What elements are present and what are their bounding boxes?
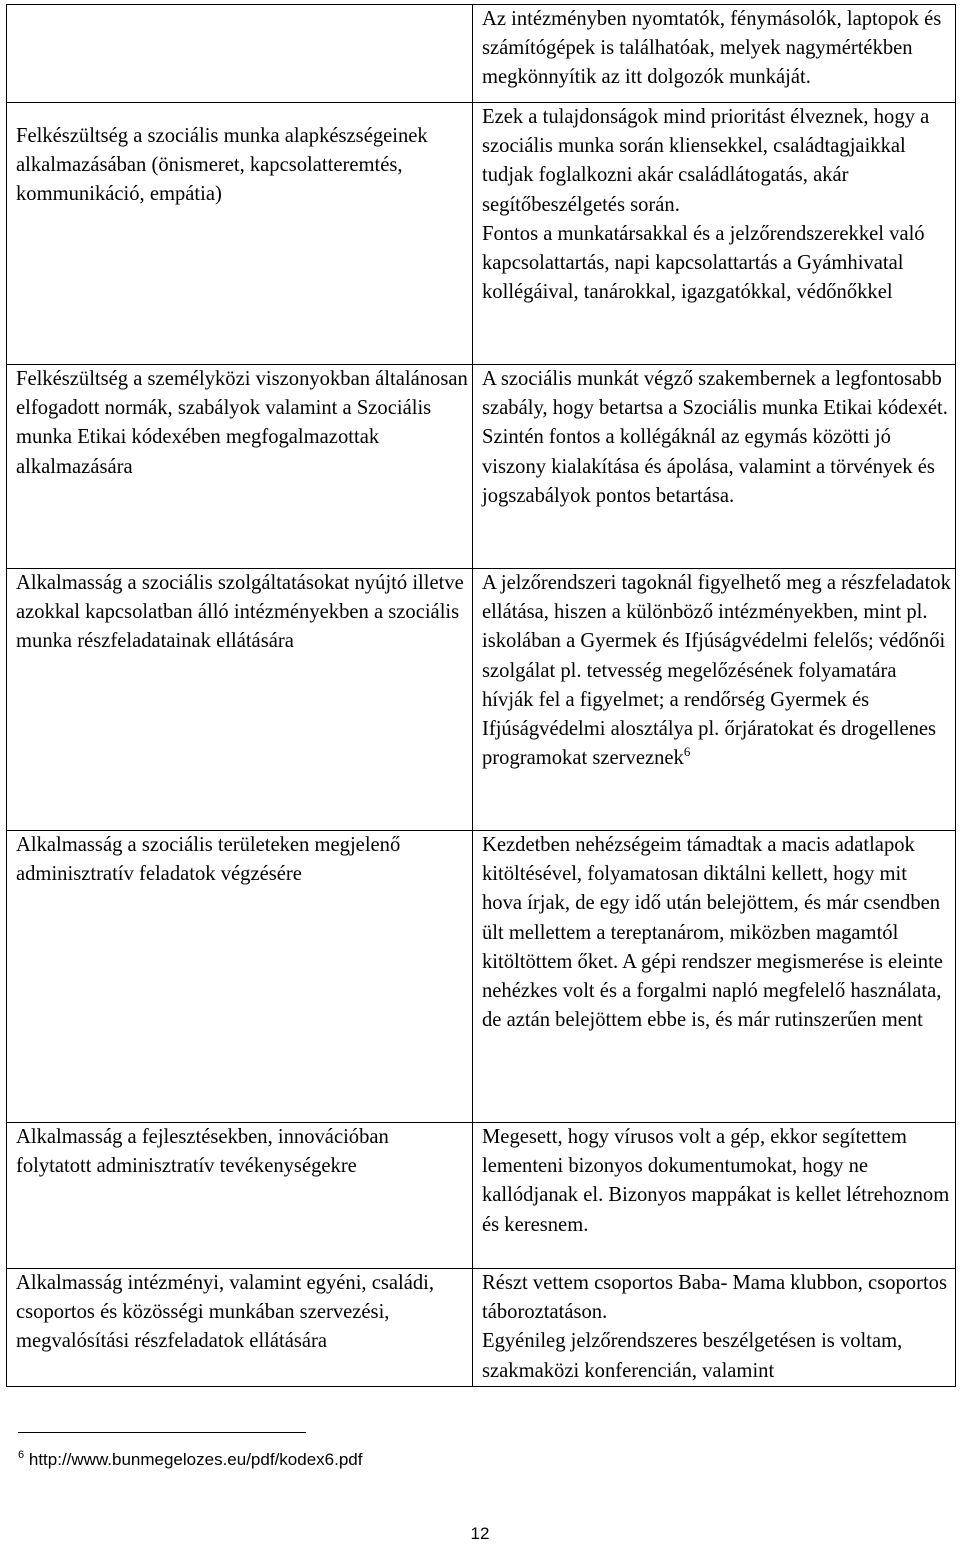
table-row (7, 365, 956, 569)
experience-paragraph: Megesett, hogy vírusos volt a gép, ekkor segítettem lementeni bizonyos dokumentumokat, hogy ne kallódjanak el. Bizonyos mappákat is kellet létrehoznom és keresnem. (482, 1126, 950, 1236)
experience-cell (473, 365, 956, 569)
experience-cell (473, 103, 956, 365)
competency-text: Alkalmasság a fejlesztésekben, innovációban folytatott adminisztratív tevékenységekre (16, 1126, 389, 1178)
experience-paragraph: Ezek a tulajdonságok mind prioritást élveznek, hogy a szociális munka során kliensekkel, családtagjaikkal tudjak foglalkozni akár családlátogatás, akár segítőbeszélgetés során. (482, 106, 930, 216)
experience-text: A jelzőrendszeri tagoknál figyelhető meg a részfeladatok ellátása, hiszen a különböző intézményekben, mint pl. iskolában a Gyermek és Ifjúságvédelmi felelős; védőnői szolgálat pl. tetvesség megelőzésének folyamatára hívják fel a figyelmet; a rendőrség Gyermek és Ifjúságvédelmi alosztálya pl. őrjáratokat és drogellenes programokat szerveznek (482, 572, 951, 770)
table-row (7, 1123, 956, 1269)
footnote-link[interactable]: http://www.bunmegelozes.eu/pdf/kodex6.pdf (28, 1450, 363, 1469)
competency-cell (7, 365, 473, 569)
competency-cell (7, 1123, 473, 1269)
footnote-reference: 6 (683, 744, 691, 760)
competency-text: Alkalmasság intézményi, valamint egyéni, családi, csoportos és közösségi munkában szervezési, megvalósítási részfeladatok ellátására (16, 1272, 435, 1353)
competency-text: Felkészültség a szociális munka alapkészségeinek alkalmazásában (önismeret, kapcsolatteremtés, kommunikáció, empátia) (16, 125, 428, 206)
experience-paragraph: Szintén fontos a kollégáknál az egymás közötti jó viszony kialakítása és ápolása, valamint a törvények és jogszabályok pontos betartása. (482, 426, 935, 507)
experience-cell (473, 1123, 956, 1269)
table-row (7, 103, 956, 365)
experience-cell (473, 831, 956, 1123)
experience-paragraph: Az intézményben nyomtatók, fénymásolók, laptopok és számítógépek is találhatóak, melyek nagymértékben megkönnyítik az itt dolgozók munkáját. (482, 8, 942, 89)
competency-cell (7, 831, 473, 1123)
competency-text: Felkészültség a személyközi viszonyokban általánosan elfogadott normák, szabályok valamint a Szociális munka Etikai kódexében megfogalmazottak alkalmazására (16, 368, 468, 478)
experience-paragraph: Kezdetben nehézségeim támadtak a macis adatlapok kitöltésével, folyamatosan diktálni kellett, hogy mit hova írjak, de egy idő után belejöttem, és már csendben ült mellettem a tereptanárom, miközben magamtól kitöltöttem őket. A gépi rendszer megismerése is eleinte nehézkes volt és a forgalmi napló megfelelő használata, de aztán belejöttem ebbe is, és már rutinszerűen ment (482, 834, 943, 1032)
experience-cell (473, 1269, 956, 1387)
experience-paragraph: A szociális munkát végző szakembernek a legfontosabb szabály, hogy betartsa a Szociális munka Etikai kódexét. (482, 368, 948, 420)
competency-cell (7, 1269, 473, 1387)
experience-paragraph: Fontos a munkatársakkal és a jelzőrendszerekkel való kapcsolattartás, napi kapcsolattartás a Gyámhivatal kollégáival, tanárokkal, igazgatókkal, védőnőkkel (482, 222, 925, 304)
experience-paragraph (482, 569, 951, 773)
footnote (18, 1448, 362, 1472)
experience-cell (473, 569, 956, 831)
competency-cell (7, 569, 473, 831)
table-row (7, 1269, 956, 1387)
table-row (7, 569, 956, 831)
experience-paragraph: Egyénileg jelzőrendszeres beszélgetésen is voltam, szakmaközi konferencián, valamint (482, 1330, 903, 1382)
experience-cell (473, 5, 956, 103)
content-table (6, 4, 956, 1387)
footnote-number: 6 (18, 1449, 25, 1461)
footnote-separator (18, 1432, 306, 1433)
competency-text: Alkalmasság a szociális szolgáltatásokat nyújtó illetve azokkal kapcsolatban álló intézményekben a szociális munka részfeladatainak ellátására (16, 572, 464, 653)
competency-cell (7, 5, 473, 103)
competency-cell (7, 103, 473, 365)
table-row (7, 831, 956, 1123)
experience-paragraph: Részt vettem csoportos Baba- Mama klubbon, csoportos táboroztatáson. (482, 1272, 947, 1324)
page-number: 12 (470, 1524, 490, 1543)
competency-text: Alkalmasság a szociális területeken megjelenő adminisztratív feladatok végzésére (16, 834, 401, 886)
table-row (7, 5, 956, 103)
